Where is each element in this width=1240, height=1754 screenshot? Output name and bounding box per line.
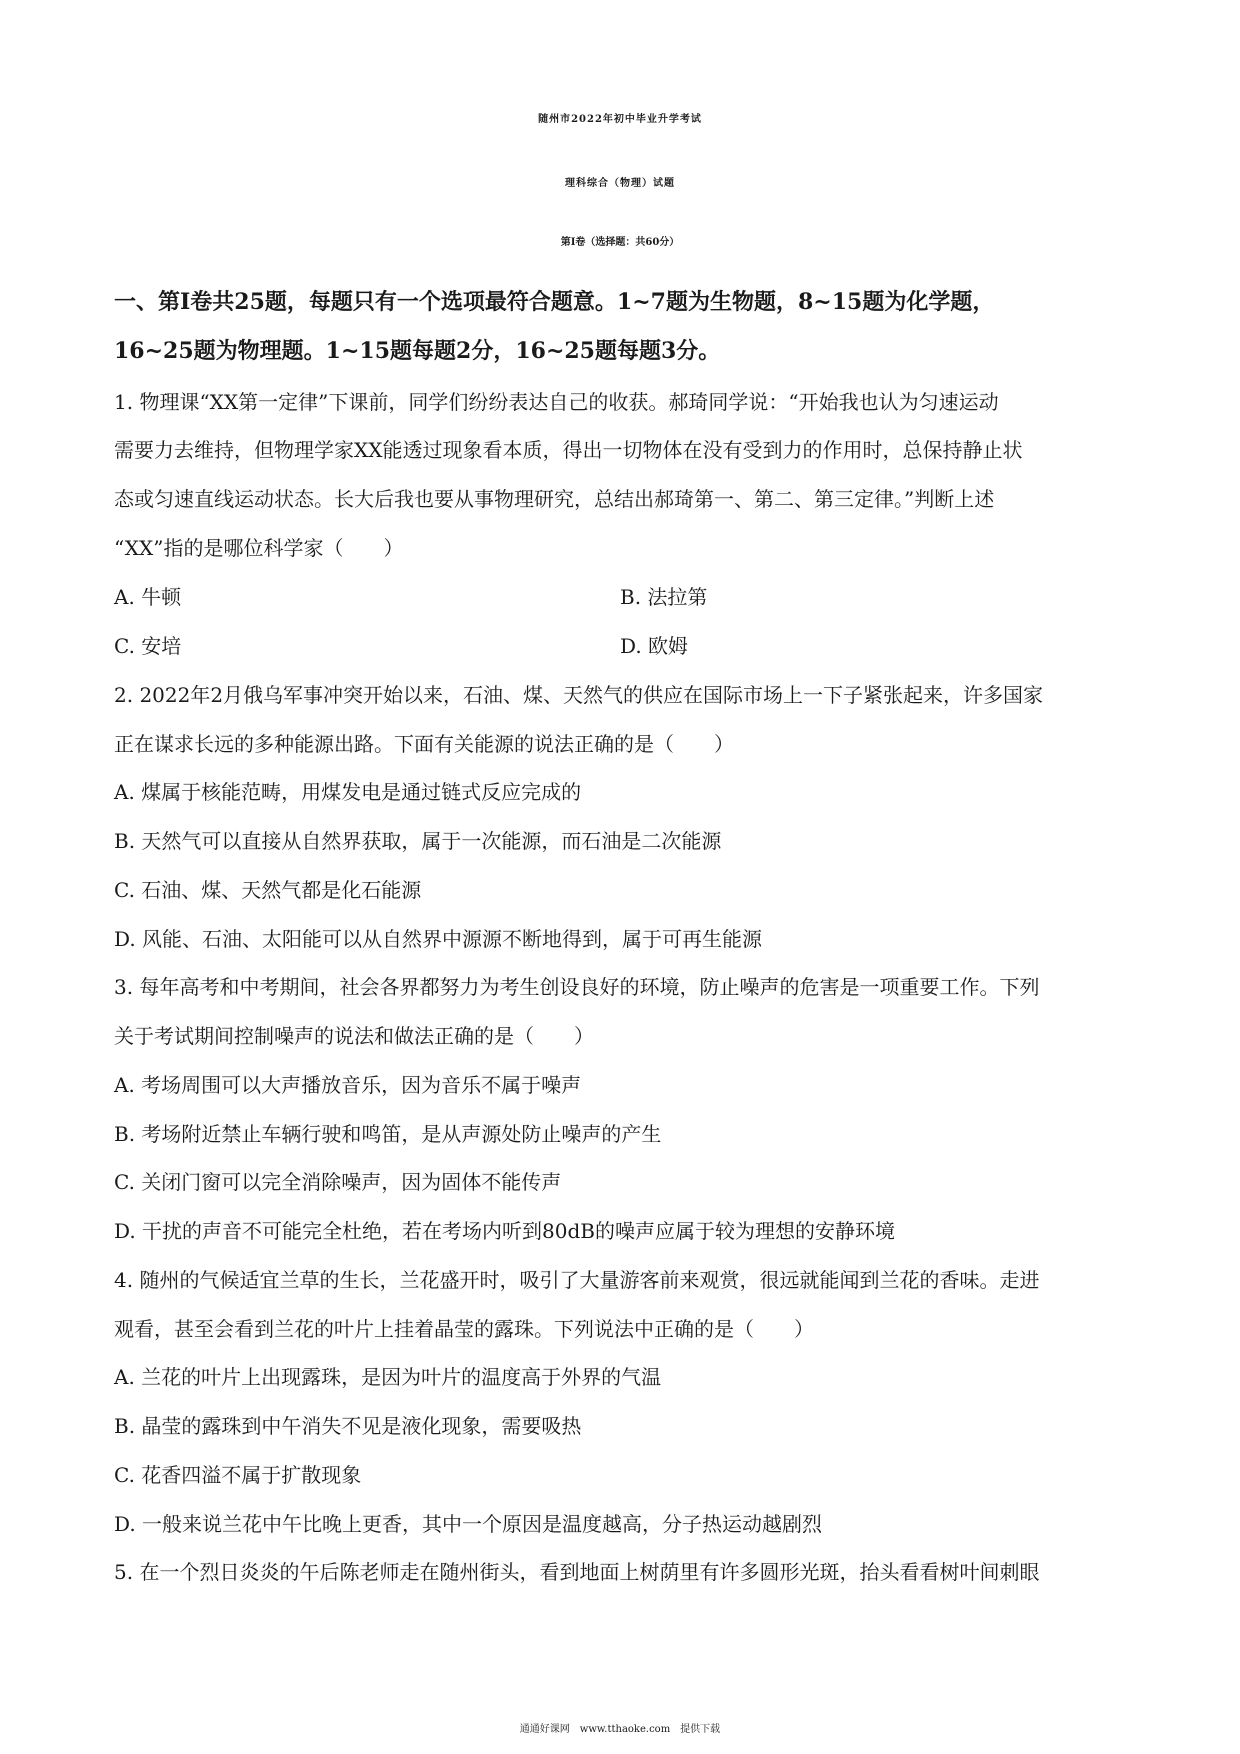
- q1-stem-line: 需要力去维持，但物理学家XX能透过现象看本质，得出一切物体在没有受到力的作用时，总保持静止状: [114, 438, 1023, 462]
- q4-stem-line: 观看，甚至会看到兰花的叶片上挂着晶莹的露珠。下列说法中正确的是（ ）: [114, 1317, 814, 1341]
- q2-stem-line: 正在谋求长远的多种能源出路。下面有关能源的说法正确的是（ ）: [114, 732, 734, 756]
- q3-stem-line: 关于考试期间控制噪声的说法和做法正确的是（ ）: [114, 1024, 594, 1048]
- q3-option-d: D. 干扰的声音不可能完全杜绝，若在考场内听到80dB的噪声应属于较为理想的安静环境: [114, 1219, 895, 1243]
- q5-stem-line: 5. 在一个烈日炎炎的午后陈老师走在随州街头，看到地面上树荫里有许多圆形光斑，抬头看看树叶间刺眼: [114, 1560, 1040, 1584]
- q4-stem-line: 4. 随州的气候适宜兰草的生长，兰花盛开时，吸引了大量游客前来观赏，很远就能闻到兰花的香味。走进: [114, 1268, 1040, 1292]
- q3-stem-line: 3. 每年高考和中考期间，社会各界都努力为考生创设良好的环境，防止噪声的危害是一项重要工作。下列: [114, 975, 1040, 999]
- q1-stem-line: 1. 物理课“XX第一定律”下课前，同学们纷纷表达自己的收获。郝琦同学说：“开始我也认为匀速运动: [114, 390, 999, 414]
- page-footer: 通通好课网 www.tthaoke.com 提供下载: [519, 1724, 721, 1735]
- q3-option-a: A. 考场周围可以大声播放音乐，因为音乐不属于噪声: [114, 1073, 582, 1097]
- q1-stem-line: “XX”指的是哪位科学家（ ）: [114, 536, 404, 560]
- q1-option-b: B. 法拉第: [620, 585, 708, 609]
- q4-option-b: B. 晶莹的露珠到中午消失不见是液化现象，需要吸热: [114, 1414, 582, 1438]
- q2-option-a: A. 煤属于核能范畴，用煤发电是通过链式反应完成的: [114, 780, 582, 804]
- q2-option-c: C. 石油、煤、天然气都是化石能源: [114, 878, 422, 902]
- q1-option-c: C. 安培: [114, 634, 182, 658]
- section-title: 第Ⅰ卷（选择题：共60分）: [560, 237, 680, 248]
- exam-subtitle: 理科综合（物理）试题: [565, 178, 675, 189]
- q3-option-b: B. 考场附近禁止车辆行驶和鸣笛，是从声源处防止噪声的产生: [114, 1122, 662, 1146]
- q4-option-c: C. 花香四溢不属于扩散现象: [114, 1463, 362, 1487]
- q1-option-d: D. 欧姆: [620, 634, 689, 658]
- q3-option-c: C. 关闭门窗可以完全消除噪声，因为固体不能传声: [114, 1170, 562, 1194]
- q1-option-a: A. 牛顿: [114, 585, 182, 609]
- q2-option-b: B. 天然气可以直接从自然界获取，属于一次能源，而石油是二次能源: [114, 829, 722, 853]
- exam-title: 随州市2022年初中毕业升学考试: [538, 114, 702, 125]
- q4-option-a: A. 兰花的叶片上出现露珠，是因为叶片的温度高于外界的气温: [114, 1365, 662, 1389]
- q2-option-d: D. 风能、石油、太阳能可以从自然界中源源不断地得到，属于可再生能源: [114, 927, 763, 951]
- instructions-line-2: 16~25题为物理题。1~15题每题2分，16~25题每题3分。: [114, 338, 721, 364]
- q2-stem-line: 2. 2022年2月俄乌军事冲突开始以来，石油、煤、天然气的供应在国际市场上一下子紧张起来，许多国家: [114, 683, 1044, 707]
- instructions-line-1: 一、第Ⅰ卷共25题，每题只有一个选项最符合题意。1~7题为生物题，8~15题为化学题，: [114, 289, 995, 315]
- q1-stem-line: 态或匀速直线运动状态。长大后我也要从事物理研究，总结出郝琦第一、第二、第三定律。”判断上述: [114, 487, 995, 511]
- q4-option-d: D. 一般来说兰花中午比晚上更香，其中一个原因是温度越高，分子热运动越剧烈: [114, 1512, 823, 1536]
